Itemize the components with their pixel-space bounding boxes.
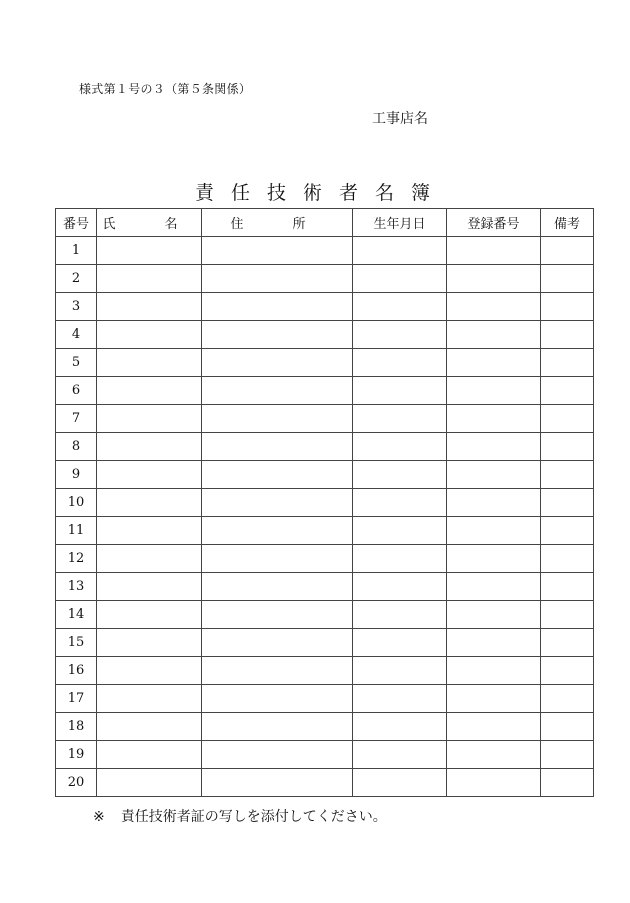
birthdate-cell[interactable] [353,377,447,405]
table-row [56,489,594,517]
registration-number-cell[interactable] [447,461,541,489]
row-number-cell: 18 [56,713,97,741]
document-title: 責任技術者名簿 [194,182,447,204]
name-cell[interactable] [97,629,202,657]
birthdate-cell[interactable] [353,489,447,517]
row-number-cell: 11 [56,517,97,545]
name-cell[interactable] [97,237,202,265]
name-cell[interactable] [97,517,202,545]
registration-number-cell[interactable] [447,629,541,657]
table-row [56,461,594,489]
column-header-number: 番号 [56,209,97,237]
name-cell[interactable] [97,461,202,489]
name-cell[interactable] [97,741,202,769]
column-header-remarks: 備考 [541,209,594,237]
address-cell[interactable] [202,237,353,265]
address-cell[interactable] [202,489,353,517]
name-cell[interactable] [97,601,202,629]
birthdate-cell[interactable] [353,321,447,349]
remarks-cell[interactable] [541,405,594,433]
registration-number-cell[interactable] [447,545,541,573]
column-header-birthdate: 生年月日 [353,209,447,237]
registration-number-cell[interactable] [447,601,541,629]
registration-number-cell[interactable] [447,377,541,405]
name-cell[interactable] [97,265,202,293]
remarks-cell[interactable] [541,237,594,265]
name-cell[interactable] [97,405,202,433]
registration-number-cell[interactable] [447,741,541,769]
remarks-cell[interactable] [541,713,594,741]
name-cell[interactable] [97,573,202,601]
remarks-cell[interactable] [541,461,594,489]
registration-number-cell[interactable] [447,517,541,545]
table-row [56,433,594,461]
row-number-cell: 14 [56,601,97,629]
column-header-address: 住 所 [202,209,353,237]
table-row [56,377,594,405]
birthdate-cell[interactable] [353,545,447,573]
remarks-cell[interactable] [541,741,594,769]
row-number-cell: 19 [56,741,97,769]
registration-number-cell[interactable] [447,433,541,461]
form-reference: 様式第１号の３（第５条関係） [79,82,252,96]
address-cell[interactable] [202,265,353,293]
name-cell[interactable] [97,321,202,349]
row-number-cell: 15 [56,629,97,657]
table-row [56,769,594,797]
remarks-cell[interactable] [541,293,594,321]
row-number-cell: 7 [56,405,97,433]
address-cell[interactable] [202,769,353,797]
birthdate-cell[interactable] [353,685,447,713]
registration-number-cell[interactable] [447,321,541,349]
table-row [56,629,594,657]
table-row [56,741,594,769]
name-cell[interactable] [97,657,202,685]
row-number-cell: 10 [56,489,97,517]
name-cell[interactable] [97,713,202,741]
name-cell[interactable] [97,349,202,377]
remarks-cell[interactable] [541,433,594,461]
table-row [56,405,594,433]
registration-number-cell[interactable] [447,405,541,433]
remarks-cell[interactable] [541,489,594,517]
remarks-cell[interactable] [541,545,594,573]
address-cell[interactable] [202,601,353,629]
registration-number-cell[interactable] [447,293,541,321]
name-cell[interactable] [97,685,202,713]
registration-number-cell[interactable] [447,769,541,797]
footer-note [93,806,387,826]
row-number-cell: 2 [56,265,97,293]
row-number-cell: 3 [56,293,97,321]
row-number-cell: 13 [56,573,97,601]
birthdate-cell[interactable] [353,769,447,797]
address-cell[interactable] [202,657,353,685]
name-cell[interactable] [97,293,202,321]
row-number-cell: 5 [56,349,97,377]
row-number-cell: 9 [56,461,97,489]
remarks-cell[interactable] [541,265,594,293]
address-cell[interactable] [202,405,353,433]
row-number-cell: 8 [56,433,97,461]
table-row [56,545,594,573]
address-cell[interactable] [202,293,353,321]
remarks-cell[interactable] [541,349,594,377]
remarks-cell[interactable] [541,377,594,405]
registration-number-cell[interactable] [447,349,541,377]
birthdate-cell[interactable] [353,349,447,377]
shop-name-label: 工事店名 [372,111,428,127]
address-cell[interactable] [202,377,353,405]
row-number-cell: 4 [56,321,97,349]
birthdate-cell[interactable] [353,433,447,461]
registration-number-cell[interactable] [447,657,541,685]
remarks-cell[interactable] [541,629,594,657]
row-number-cell: 6 [56,377,97,405]
address-cell[interactable] [202,433,353,461]
address-cell[interactable] [202,741,353,769]
table-row [56,237,594,265]
technician-register-table [55,208,594,797]
address-cell[interactable] [202,685,353,713]
name-cell[interactable] [97,489,202,517]
birthdate-cell[interactable] [353,713,447,741]
note-text: 責任技術者証の写しを添付してください。 [120,809,387,825]
address-cell[interactable] [202,461,353,489]
remarks-cell[interactable] [541,601,594,629]
birthdate-cell[interactable] [353,573,447,601]
table-row [56,265,594,293]
birthdate-cell[interactable] [353,517,447,545]
row-number-cell: 17 [56,685,97,713]
table-header-row [56,209,594,237]
address-cell[interactable] [202,517,353,545]
birthdate-cell[interactable] [353,265,447,293]
table-row [56,657,594,685]
remarks-cell[interactable] [541,685,594,713]
address-cell[interactable] [202,349,353,377]
address-cell[interactable] [202,573,353,601]
row-number-cell: 20 [56,769,97,797]
registration-number-cell[interactable] [447,265,541,293]
row-number-cell: 12 [56,545,97,573]
birthdate-cell[interactable] [353,629,447,657]
remarks-cell[interactable] [541,517,594,545]
name-cell[interactable] [97,433,202,461]
address-cell[interactable] [202,713,353,741]
name-cell[interactable] [97,545,202,573]
birthdate-cell[interactable] [353,601,447,629]
registration-number-cell[interactable] [447,489,541,517]
address-cell[interactable] [202,629,353,657]
remarks-cell[interactable] [541,573,594,601]
birthdate-cell[interactable] [353,237,447,265]
note-mark: ※ [93,809,105,825]
registration-number-cell[interactable] [447,573,541,601]
column-header-name: 氏 名 [97,209,202,237]
remarks-cell[interactable] [541,769,594,797]
remarks-cell[interactable] [541,657,594,685]
table-row [56,293,594,321]
birthdate-cell[interactable] [353,657,447,685]
column-header-registration-number: 登録番号 [447,209,541,237]
registration-number-cell[interactable] [447,713,541,741]
table-row [56,713,594,741]
remarks-cell[interactable] [541,321,594,349]
address-cell[interactable] [202,321,353,349]
row-number-cell: 1 [56,237,97,265]
birthdate-cell[interactable] [353,405,447,433]
table-row [56,517,594,545]
name-cell[interactable] [97,769,202,797]
row-number-cell: 16 [56,657,97,685]
birthdate-cell[interactable] [353,461,447,489]
table-row [56,601,594,629]
name-cell[interactable] [97,377,202,405]
registration-number-cell[interactable] [447,237,541,265]
table-row [56,685,594,713]
birthdate-cell[interactable] [353,293,447,321]
table-row [56,349,594,377]
table-row [56,321,594,349]
table-body [56,237,594,797]
address-cell[interactable] [202,545,353,573]
registration-number-cell[interactable] [447,685,541,713]
birthdate-cell[interactable] [353,741,447,769]
table-row [56,573,594,601]
